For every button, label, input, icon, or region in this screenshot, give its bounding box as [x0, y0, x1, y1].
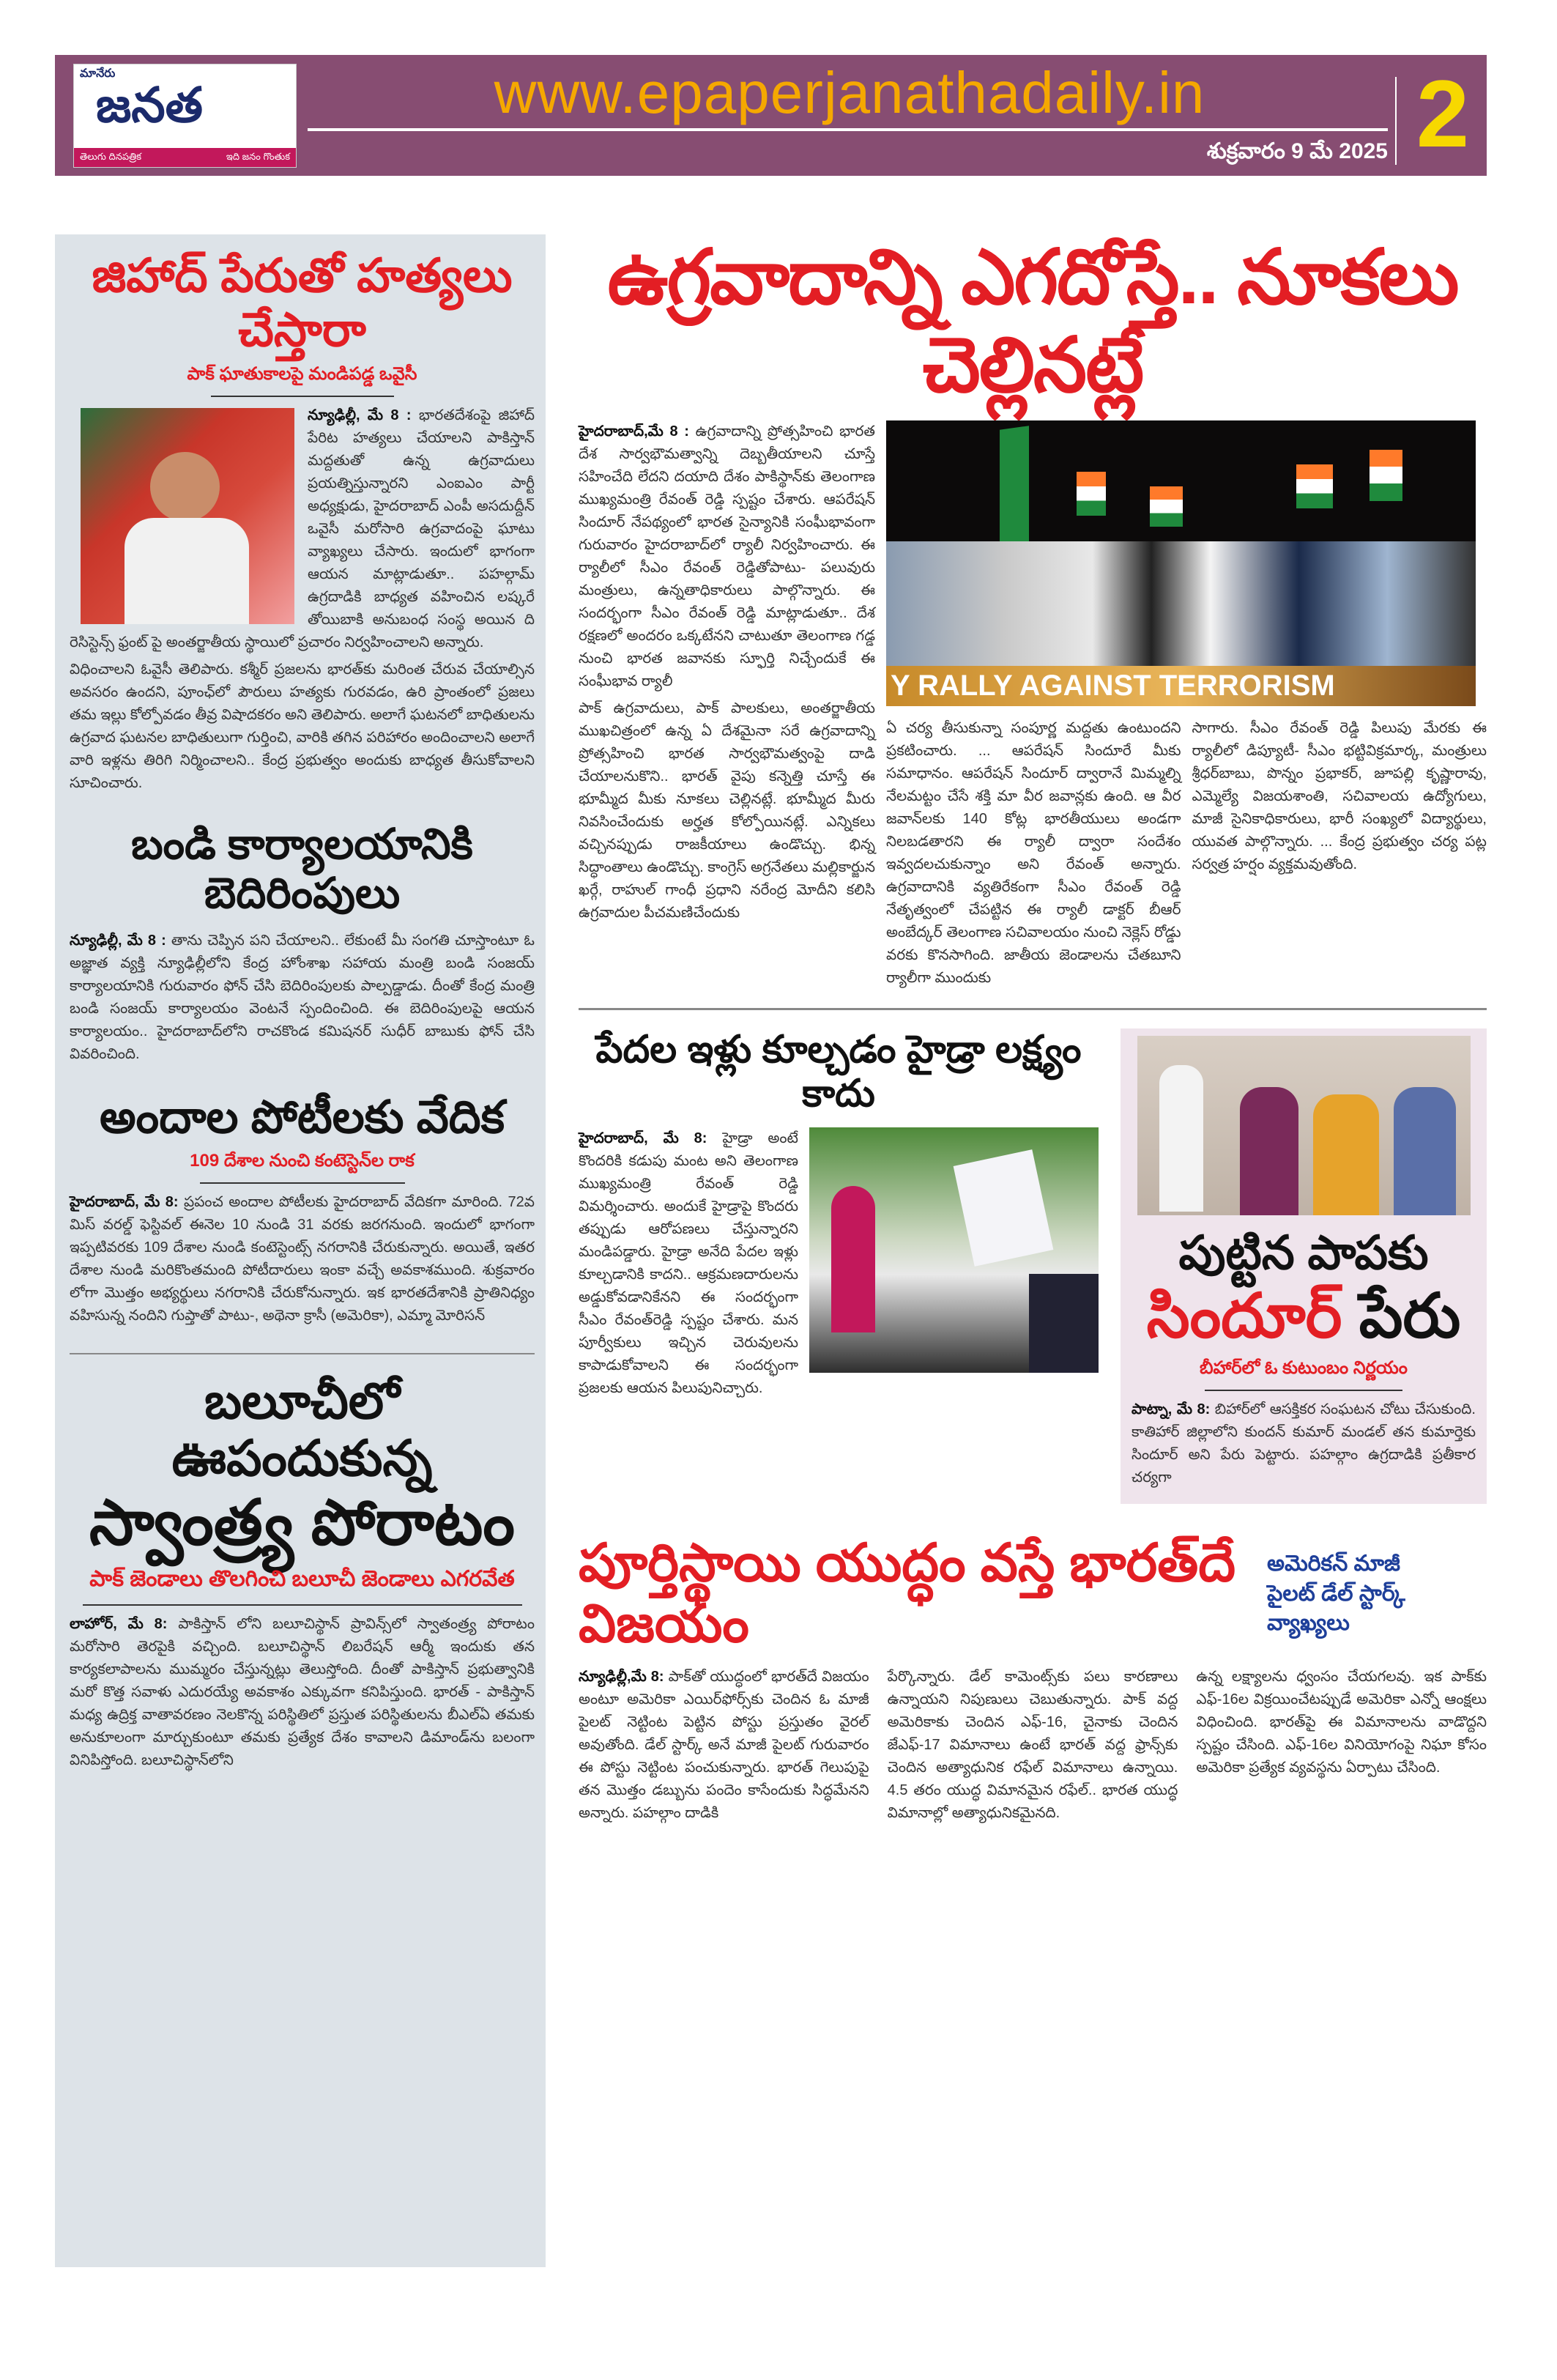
lead-body-col2: ఏ చర్య తీసుకున్నా సంపూర్ణ మద్దతు ఉంటుందని ప్రకటించారు. ... ఆపరేషన్ సిందూరే మీకు సమాధానం. ఆపరేషన్ సిందూర్ ద్వారానే మిమ్మల్ని నేలమట్టం చేసే శక్తి మా వీర జవాన్లకు ఉంది. ఆ వీర జవాన్‌లకు 140 కోట్ల భారతీయులు అండగా నిలబడతారని ఈ ర్యాలీ ద్వారా సందేశం ఇవ్వదలచుకున్నాం అని రేవంత్ అన్నారు. ఉగ్రవాదానికి వ్యతిరేకంగా సీఎం రేవంత్ రెడ్డి నేతృత్వంలో చేపట్టిన ఈ ర్యాలీ డాక్టర్ బీఆర్ అంబేద్కర్ తెలంగాణ సచివాలయం నుంచి నెక్లెస్ రోడ్డు వరకు కొనసాగింది. జాతీయ జెండాలను చేతబూని ర్యాలీగా ముందుకు	[886, 720, 1181, 987]
lead-body-col1-end: పాక్ ఉగ్రవాదులు, పాక్ పాలకులు, అంతర్జాతీయ ముఖచిత్రంలో ఉన్న ఏ దేశమైనా సరే ఉగ్రవాదాన్ని ప్రోత్సహించి భారత సార్వభౌమత్వంపై దాడి చేయాలనుకొని.. భారత్ వైపు కన్నెత్తి చూస్తే ఈ భూమ్మీద మీకు నూకలు చెల్లినట్లే. భూమ్మీద మీరు నివసించేందుకు అర్హత కోల్పోయినట్లే. ఎన్నికలు వచ్చినప్పుడు రాజకీయాలు ఉండొచ్చు. భిన్న సిద్ధాంతాలు ఉండొచ్చు. కాంగ్రెస్ అగ్రనేతలు మల్లికార్జున ఖర్గే, రాహుల్ గాంధీ ప్రధాని నరేంద్ర మోదీని కలిసి ఉగ్రవాదుల పీచమణిచేందుకు	[579, 700, 875, 922]
lead-cols	[886, 717, 1487, 990]
middle-row	[579, 1028, 1487, 1504]
war-dateline: న్యూఢిల్లీ,మే 8:	[579, 1668, 664, 1685]
sindoor-body-text: బిహార్‌లో ఆసక్తికర సంఘటన చోటు చేసుకుంది. కాతిహార్ జిల్లాలోని కుందన్ కుమార్ మండల్ తన కుమార్తెకు సిందూర్ అని పేరు పెట్టారు. పహల్గాం ఉగ్రదాడికి ప్రతీకార చర్యగా	[1131, 1401, 1476, 1486]
andala-article	[70, 1091, 535, 1327]
andala-dateline: హైదరాబాద్, మే 8:	[70, 1193, 179, 1210]
sindoor-headline-line2	[1131, 1280, 1476, 1352]
hydra-dateline: హైదరాబాద్, మే 8:	[579, 1130, 707, 1146]
jihad-headline: జిహాద్ పేరుతో హత్యలు చేస్తారా	[92, 249, 513, 356]
lead-body-col1	[579, 420, 875, 693]
sindoor-body	[1131, 1398, 1476, 1489]
war-side-line2: పైలట్ డేల్ స్టార్క్ వ్యాఖ్యలు	[1267, 1581, 1405, 1636]
sindoor-rule	[1205, 1390, 1402, 1391]
rally-photo	[886, 420, 1476, 706]
left-separator	[70, 1353, 535, 1354]
sindoor-family-photo	[1137, 1036, 1471, 1215]
jihad-dateline: న్యూఢిల్లీ, మే 8 :	[308, 407, 412, 424]
sindoor-subhead: బీహార్‌లో ఓ కుటుంబం నిర్ణయం	[1200, 1358, 1408, 1379]
bandi-dateline: న్యూఢిల్లీ, మే 8 :	[70, 932, 166, 949]
lead-right	[886, 420, 1487, 990]
masthead-divider	[308, 128, 1388, 131]
baluchi-rule	[83, 1604, 522, 1606]
hydra-headline: పేదల ఇళ్లు కూల్చడం హైడ్రా లక్ష్యం కాదు	[595, 1028, 1082, 1115]
war-article	[579, 1533, 1487, 1825]
andala-headline: అందాల పోటీలకు వేదిక	[100, 1091, 505, 1143]
war-body-col2: పేర్కొన్నారు. డేల్ కామెంట్స్‌కు పలు కారణాలు ఉన్నాయని నిపుణులు చెబుతున్నారు. పాక్ వద్ద అమెరికాకు చెందిన ఎఫ్-16, చైనాకు చెందిన జేఎఫ్-17 విమానాలు ఉంటే భారత్ వద్ద ఫ్రాన్స్‌కు చెందిన అత్యాధునిక రఫేల్ విమానాలు ఉన్నాయి. 4.5 తరం యుద్ధ విమానమైన రఫేల్.. భారత యుద్ధ విమానాల్లో అత్యాధునికమైనది.	[887, 1668, 1178, 1821]
war-body-text: పాక్‌తో యుద్ధంలో భారత్‌దే విజయం అంటూ అమెరికా ఎయిర్‌ఫోర్స్‌కు చెందిన ఓ మాజీ పైలట్ నెట్టింట పెట్టిన పోస్టు ప్రస్తుతం వైరల్ అవుతోంది. డేల్ స్టార్క్ అనే మాజీ పైలట్ గురువారం ఈ పోస్టు నెట్టింట పంచుకున్నారు. భారత్ గెలుపుపై తన మొత్తం డబ్బును పందెం కాసేందుకు సిద్ధమేనని అన్నారు. పహల్గాం దాడికి	[579, 1668, 869, 1821]
sindoor-dateline: పాట్నా, మే 8:	[1131, 1401, 1211, 1418]
bandi-article	[70, 820, 535, 1065]
sindoor-headline-black: పేరు	[1359, 1280, 1461, 1350]
war-side-note	[1267, 1549, 1487, 1639]
jihad-subhead: పాక్ ఘాతుకాలపై మండిపడ్డ ఒవైసీ	[187, 364, 417, 385]
baluchi-headline-line1: బలూచీలో ఊపందుకున్న	[171, 1373, 433, 1487]
logo-small-text: మానేరు	[80, 67, 116, 80]
masthead	[55, 55, 1487, 176]
war-headline: పూర్తిస్థాయి యుద్ధం వస్తే భారత్‌దే విజయం	[579, 1534, 1236, 1654]
sindoor-headline-red: సిందూర్	[1146, 1280, 1342, 1350]
lead-article	[579, 420, 1487, 990]
baluchi-dateline: లాహోర్, మే 8:	[70, 1616, 168, 1633]
website-link[interactable]: www.epaperjanathadaily.in	[494, 60, 1205, 125]
hydra-body-text: హైడ్రా అంటే కొందరికి కడుపు మంట అని తెలంగాణ ముఖ్యమంత్రి రేవంత్ రెడ్డి విమర్శించారు. అందుకే హైడ్రాపై కొందరు తప్పుడు ఆరోపణలు చేస్తున్నారని మండిపడ్డారు. హైడ్రా అనేది పేదల ఇళ్లు కూల్చడానికి కాదని.. ఆక్రమణదారులను అడ్డుకోవడానికేనని ఈ సందర్భంగా సీఎం రేవంత్‌రెడ్డి స్పష్టం చేశారు. మన పూర్వీకులు ఇచ్చిన చెరువులను కాపాడుకోవాలని ఈ సందర్భంగా ప్రజలకు ఆయన పిలుపునిచ్చారు.	[579, 1130, 799, 1396]
jihad-rule	[211, 396, 394, 397]
hydra-event-photo	[809, 1127, 1099, 1373]
owaisi-photo	[81, 408, 294, 624]
war-body-col3: ఉన్న లక్ష్యాలను ధ్వంసం చేయగలవు. ఇక పాక్‌కు ఎఫ్-16ల విక్రయించేటప్పుడే అమెరికా ఎన్నో ఆంక్షలు విధించింది. భారత్‌పై ఈ విమానాలను వాడొద్దని స్పష్టం చేసింది. ఎఫ్-16ల వినియోగంపై నిఘా కోసం అమెరికా ప్రత్యేక వ్యవస్థను ఏర్పాటు చేసింది.	[1196, 1668, 1487, 1776]
newspaper-logo[interactable]	[73, 64, 297, 168]
logo-tagline-strip	[74, 148, 296, 167]
baluchi-body-text: పాకిస్తాన్ లోని బలూచిస్థాన్ ప్రావిన్స్‌లో స్వాతంత్ర్య పోరాటం మరోసారి తెరపైకి వచ్చింది. బలూచిస్థాన్ లిబరేషన్ ఆర్మీ ఇందుకు తన కార్యకలాపాలను ముమ్మరం చేస్తున్నట్లు తెలుస్తోంది. దీంతో పాకిస్తాన్ ప్రభుత్వానికి మరో కొత్త సవాళు ఎదురయ్యే అవకాశం ఎక్కువగా కనిపిస్తుంది. భారత్ - పాకిస్తాన్ మధ్య ఉద్రిక్త వాతావరణం నెలకొన్న పరిస్థితిలో ప్రస్తుత పరిస్థితులను బీఎల్ఏ తమకు అనుకూలంగా మార్చుకుంటూ తమకు ప్రత్యేక దేశం కావాలని డిమాండ్‌ను బలంగా వినిపిస్తోంది. బలూచిస్థాన్‌లోని	[70, 1616, 535, 1769]
andala-subhead: 109 దేశాల నుంచి కంటెస్టెన్‌ల రాక	[190, 1150, 415, 1171]
jihad-body-end: విధించాలని ఓవైసీ తెలిపారు. కశ్మీర్ ప్రజలను భారత్‌కు మరింత చేరువ చేయాల్సిన అవసరం ఉందని, పూంఛ్‌లో పౌరులు హత్యకు గురవడం, ఉరి ప్రాంతంలో ప్రజలు తమ ఇల్లు కోల్పోవడం తీవ్ర విషాదకరం అని తెలిపారు. అలాగే ఘటనలో బాధితులను ఉగ్రవాద ఘటనల బాధితులుగా గుర్తించి, వారికి తగిన పరిహారం అందించాలని అలాగే వారి ఇళ్లను తిరిగి నిర్మించాలని.. కేంద్ర ప్రభుత్వం అందుకు బాధ్యత తీసుకోవాలని సూచించారు.	[70, 661, 535, 792]
baluchi-article	[70, 1373, 535, 1772]
lead-headline: ఉగ్రవాదాన్ని ఎగదోస్తే.. నూకలు చెల్లినట్లే	[607, 235, 1458, 408]
jihad-body-text: భారతదేశంపై జిహాద్ పేరిట హత్యలు చేయాలని పాకిస్తాన్ మద్దతుతో ఉన్న ఉగ్రవాదులు ప్రయత్నిస్తున్నారని ఎంఐఎం పార్టీ అధ్యక్షుడు, హైదరాబాద్ ఎంపీ అసదుద్దీన్ ఒవైసీ మరోసారి ఉగ్రవాదంపై ఘాటు వ్యాఖ్యలు చేసారు. ఇందులో భాగంగా ఆయన మాట్లాడుతూ.. పహల్గామ్ ఉగ్రదాడికి బాధ్యత వహించిన లష్కరే తోయిబాకి అనుబంధ సంస్థ అయిన ది రెసిస్టెన్స్ ఫ్రంట్ పై అంతర్జాతీయ స్థాయిలో ప్రచారం నిర్వహించాలని అన్నారు.	[70, 407, 535, 651]
jihad-article	[70, 249, 535, 795]
logo-name: జనత	[96, 78, 203, 133]
baluchi-headline-line2: స్వాంత్ర్య పోరాటం	[89, 1488, 515, 1559]
issue-date: శుక్రవారం 9 మే 2025	[1206, 139, 1388, 163]
masthead-vertical-divider	[1395, 77, 1397, 165]
bandi-body-text: తాను చెప్పిన పని చేయాలని.. లేకుంటే మీ సంగతి చూస్తాంటూ ఓ అజ్ఞాత వ్యక్తి న్యూఢిల్లీలోని కేంద్ర హోంశాఖ సహాయ మంత్రి బండి సంజయ్ కార్యాలయానికి గురువారం ఫోన్ చేసి బెదిరింపులకు పాల్పడ్డాడు. దీంతో కేంద్ర మంత్రి బండి సంజయ్ కార్యాలయం వెంటనే స్పందించింది. ఈ బెదిరింపులపై ఆయన కార్యాలయం.. హైదరాబాద్‌లోని రాచకొండ కమిషనర్ సుధీర్ బాబుకు ఫోన్ చేసి వివరించింది.	[70, 932, 535, 1062]
sindoor-article-box	[1121, 1028, 1487, 1504]
war-header	[579, 1533, 1487, 1655]
left-column-panel	[55, 234, 546, 2267]
lead-col1	[579, 420, 875, 990]
andala-rule	[200, 1182, 405, 1184]
war-side-line1: అమెరికన్ మాజీ	[1267, 1552, 1400, 1576]
andala-body	[70, 1191, 535, 1327]
logo-tag-right: ఇది జనం గొంతుక	[226, 150, 290, 162]
bandi-headline: బండి కార్యాలయానికి బెదిరింపులు	[131, 820, 473, 917]
baluchi-body	[70, 1613, 535, 1772]
sindoor-headline-line1: పుట్టిన పాపకు	[1178, 1226, 1429, 1280]
page-number: 2	[1416, 60, 1470, 167]
lead-separator	[579, 1008, 1487, 1010]
bandi-body	[70, 930, 535, 1066]
right-column	[579, 234, 1487, 1825]
hydra-article	[579, 1028, 1099, 1400]
baluchi-subhead: పాక్ జెండాలు తొలగించి బలూచీ జెండాలు ఎగరవేత	[89, 1567, 515, 1592]
lead-body-col3: సాగారు. సీఎం రేవంత్ రెడ్డి పిలుపు మేరకు ఈ ర్యాలీలో డిప్యూటీ- సీఎం భట్టివిక్రమార్క, మంత్రులు శ్రీధర్‌బాబు, పొన్నం ప్రభాకర్, జూపల్లి కృష్ణారావు, ఎమ్మెల్యే విజయశాంతి, సచివాలయ ఉద్యోగులు, మాజీ సైనికాధికారులు, భారీ సంఖ్యలో విద్యార్థులు, యువత పాల్గొన్నారు. ... కేంద్ర ప్రభుత్వం చర్య పట్ల సర్వత్ర హర్షం వ్యక్తమవుతోంది.	[1192, 720, 1487, 873]
lead-body-text: ఉగ్రవాదాన్ని ప్రోత్సహించి భారత దేశ సార్వభౌమత్వాన్ని దెబ్బతీయాలని చూస్తే సహించేది లేదని దయాది దేశం పాకిస్థాన్‌కు తెలంగాణ ముఖ్యమంత్రి రేవంత్ రెడ్డి స్పష్టం చేశారు. ఆపరేషన్ సిందూర్ నేపథ్యంలో భారత సైన్యానికి సంఘీభావంగా గురువారం హైదరాబాద్‌లో ర్యాలీ నిర్వహించారు. ఈ ర్యాలీలో సీఎం రేవంత్ రెడ్డితోపాటు- పలువురు మంత్రులు, ఉన్నతాధికారులు పాల్గొన్నారు. ఈ సందర్భంగా సీఎం రేవంత్ రెడ్డి మాట్లాడుతూ.. దేశ రక్షణలో అందరం ఒక్కటేనని చాటుతూ తెలంగాణ గడ్డ నుంచి భారత జవానకు స్ఫూర్తి నిచ్చేందుకే ఈ సంఘీభావ ర్యాలీ	[579, 423, 875, 690]
rally-banner-text: Y RALLY AGAINST TERRORISM	[886, 666, 1476, 706]
lead-dateline: హైదరాబాద్,మే 8 :	[579, 423, 689, 440]
war-body-col1	[579, 1666, 869, 1825]
andala-body-text: ప్రపంచ అందాల పోటీలకు హైదరాబాద్ వేదికగా మారింది. 72వ మిస్ వరల్డ్ ఫెస్టివల్ ఈనెల 10 నుండి 31 వరకు జరగనుంది. ఇందులో భాగంగా ఇప్పటివరకు 109 దేశాల నుండి కంటెస్టెంట్స్ నగరానికి చేరుకున్నారు. అయితే, ఇతర దేశాల నుండి మరికొంతమంది పోటీదారులు ఇంకా వచ్చే అవకాశముంది. శుక్రవారం లోగా మొత్తం అభ్యర్థులు నగరానికి చేరుకోనున్నారు. ఇక భారతదేశానికి ప్రాతినిధ్యం వహిసున్న నందిని గుప్తాతో పాటు-, అథెనా క్రాసీ (అమెరికా), ఎమ్మా మోరిసన్	[70, 1193, 535, 1324]
war-cols	[579, 1666, 1487, 1825]
logo-tag-left: తెలుగు దినపత్రిక	[80, 150, 142, 162]
